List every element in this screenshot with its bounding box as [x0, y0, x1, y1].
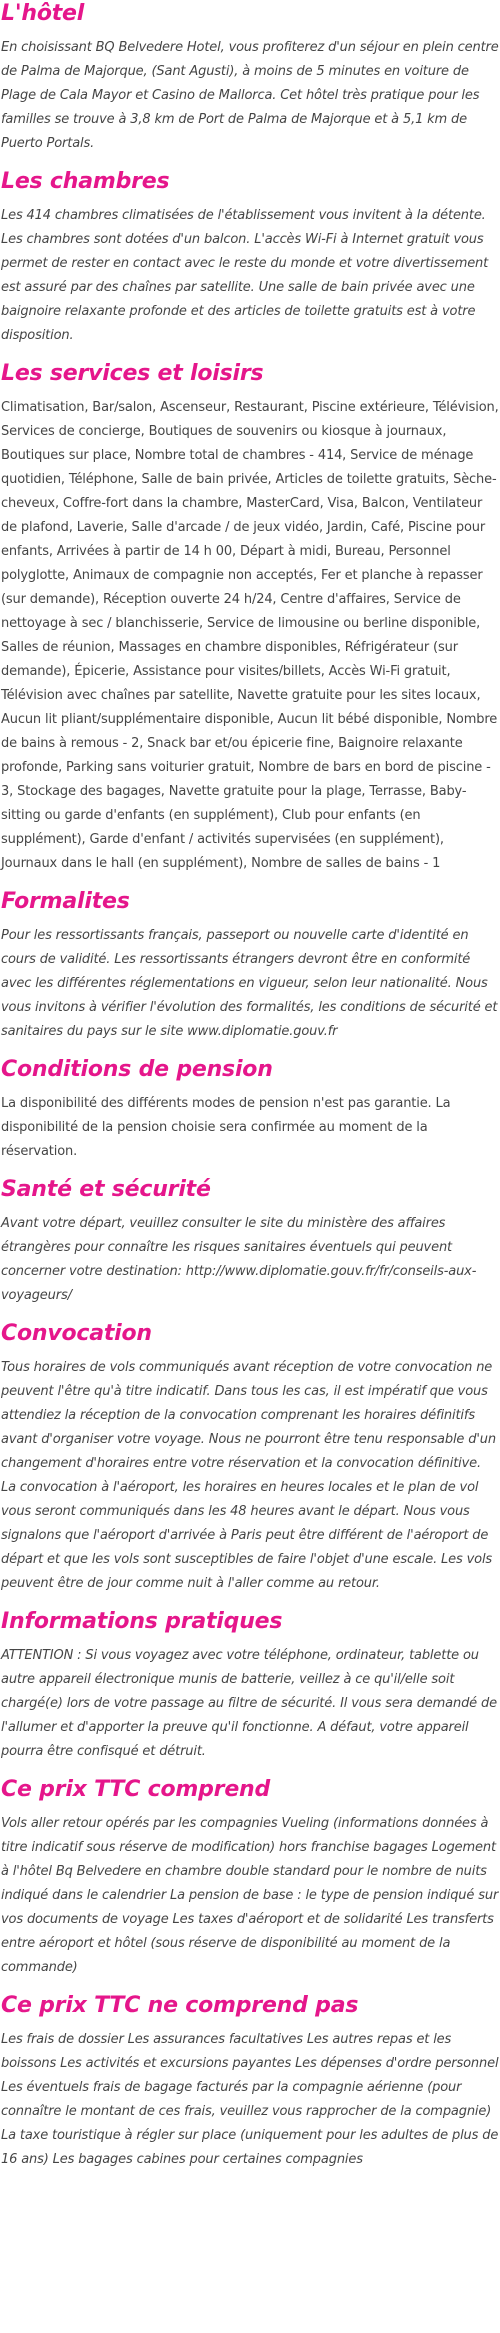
section-body: La disponibilité des différents modes de pension n'est pas garantie. La disponibilité de la pension choisie sera confirmée au moment de la réservation. — [1, 1096, 451, 1159]
section-heading: Informations pratiques — [1, 1609, 283, 1634]
section-body: En choisissant BQ Belvedere Hotel, vous profiterez d'un séjour en plein centre de Palma de Majorque, (Sant Agusti), à moins de 5 minutes en voiture de Plage de Cala Mayor et Casino de Mallorca. Cet hôtel très pratique pour les familles se trouve à 3,8 km de Port de Palma de Majorque et à 5,1 km de Puerto Portals. — [1, 40, 499, 151]
section-price-includes — [0, 1776, 500, 1980]
section-body: Les 414 chambres climatisées de l'établissement vous invitent à la détente. Les chambres sont dotées d'un balcon. L'accès Wi-Fi à Internet gratuit vous permet de rester en contact avec le reste du monde et votre divertissement est assuré par des chaînes par satellite. Une salle de bain privée avec une baignoire relaxante profonde et des articles de toilette gratuits est à votre disposition. — [1, 208, 489, 343]
section-formalities — [0, 888, 500, 1044]
section-price-excludes — [0, 1992, 500, 2172]
section-heading: Conditions de pension — [1, 1057, 273, 1082]
section-body: ATTENTION : Si vous voyagez avec votre téléphone, ordinateur, tablette ou autre appareil électronique munis de batterie, veillez à ce qu'il/elle soit chargé(e) lors de votre passage au filtre de sécurité. Il vous sera demandé de l'allumer et d'apporter la preuve qu'il fonctionne. A défaut, votre appareil pourra être confisqué et détruit. — [1, 1648, 497, 1759]
section-health-safety — [0, 1176, 500, 1308]
section-heading: Les services et loisirs — [1, 361, 264, 386]
section-hotel — [0, 0, 500, 156]
section-heading: Formalites — [1, 889, 130, 914]
section-convocation — [0, 1320, 500, 1596]
section-board-conditions — [0, 1056, 500, 1164]
section-heading: Les chambres — [1, 169, 170, 194]
section-body: Tous horaires de vols communiqués avant réception de votre convocation ne peuvent l'être qu'à titre indicatif. Dans tous les cas, il est impératif que vous attendiez la réception de la convocation comprenant les horaires définitifs avant d'organiser votre voyage. Nous ne pourront être tenu responsable d'un changement d'horaires entre votre réservation et la convocation définitive. La convocation à l'aéroport, les horaires en heures locales et le plan de vol vous seront communiqués dans les 48 heures avant le départ. Nous vous signalons que l'aéroport d'arrivée à Paris peut être différent de l'aéroport de départ et que les vols sont susceptibles de faire l'objet d'une escale. Les vols peuvent être de jour comme nuit à l'aller comme au retour. — [1, 1360, 496, 1591]
section-body: Avant votre départ, veuillez consulter le site du ministère des affaires étrangères pour connaître les risques sanitaires éventuels qui peuvent concerner votre destination: http://www.diplomatie.gouv.fr/fr/conseils-aux-voyageurs/ — [1, 1216, 477, 1303]
section-heading: Convocation — [1, 1321, 152, 1346]
section-body: Pour les ressortissants français, passeport ou nouvelle carte d'identité en cours de validité. Les ressortissants étrangers devront être en conformité avec les différentes réglementations en vigueur, selon leur nationalité. Nous vous invitons à vérifier l'évolution des formalités, les conditions de sécurité et sanitaires du pays sur le site www.diplomatie.gouv.fr — [1, 928, 498, 1039]
section-heading: Santé et sécurité — [1, 1177, 211, 1202]
section-practical-info — [0, 1608, 500, 1764]
section-rooms — [0, 168, 500, 348]
section-heading: Ce prix TTC ne comprend pas — [1, 1993, 359, 2018]
section-body: Les frais de dossier Les assurances facultatives Les autres repas et les boissons Les activités et excursions payantes Les dépenses d'ordre personnel Les éventuels frais de bagage facturés par la compagnie aérienne (pour connaître le montant de ces frais, veuillez vous rapprocher de la compagnie) La taxe touristique à régler sur place (uniquement pour les adultes de plus de 16 ans) Les bagages cabines pour certaines compagnies — [1, 2032, 499, 2167]
section-heading: L'hôtel — [1, 1, 85, 26]
section-services — [0, 360, 500, 876]
section-body: Vols aller retour opérés par les compagnies Vueling (informations données à titre indicatif sous réserve de modification) hors franchise bagages Logement à l'hôtel Bq Belvedere en chambre double standard pour le nombre de nuits indiqué dans le calendrier La pension de base : le type de pension indiqué sur vos documents de voyage Les taxes d'aéroport et de solidarité Les transferts entre aéroport et hôtel (sous réserve de disponibilité au moment de la commande) — [1, 1816, 499, 1975]
section-body: Climatisation, Bar/salon, Ascenseur, Restaurant, Piscine extérieure, Télévision, Services de concierge, Boutiques de souvenirs ou kiosque à journaux, Boutiques sur place, Nombre total de chambres - 414, Service de ménage quotidien, Téléphone, Salle de bain privée, Articles de toilette gratuits, Sèche-cheveux, Coffre-fort dans la chambre, MasterCard, Visa, Balcon, Ventilateur de plafond, Laverie, Salle d'arcade / de jeux vidéo, Jardin, Café, Piscine pour enfants, Arrivées à partir de 14 h 00, Départ à midi, Bureau, Personnel polyglotte, Animaux de compagnie non acceptés, Fer et planche à repasser (sur demande), Réception ouverte 24 h/24, Centre d'affaires, Service de nettoyage à sec / blanchisserie, Service de limousine ou berline disponible, Salles de réunion, Massages en chambre disponibles, Réfrigérateur (sur demande), Épicerie, Assistance pour visites/billets, Accès Wi-Fi gratuit, Télévision avec chaînes par satellite, Navette gratuite pour les sites locaux, Aucun lit pliant/supplémentaire disponible, Aucun lit bébé disponible, Nombre de bains à remous - 2, Snack bar et/ou épicerie fine, Baignoire relaxante profonde, Parking sans voiturier gratuit, Nombre de bars en bord de piscine - 3, Stockage des bagages, Navette gratuite pour la plage, Terrasse, Baby-sitting ou garde d'enfants (en supplément), Club pour enfants (en supplément), Garde d'enfant / activités supervisées (en supplément), Journaux dans le hall (en supplément), Nombre de salles de bains - 1 — [1, 400, 499, 871]
section-heading: Ce prix TTC comprend — [1, 1777, 271, 1802]
